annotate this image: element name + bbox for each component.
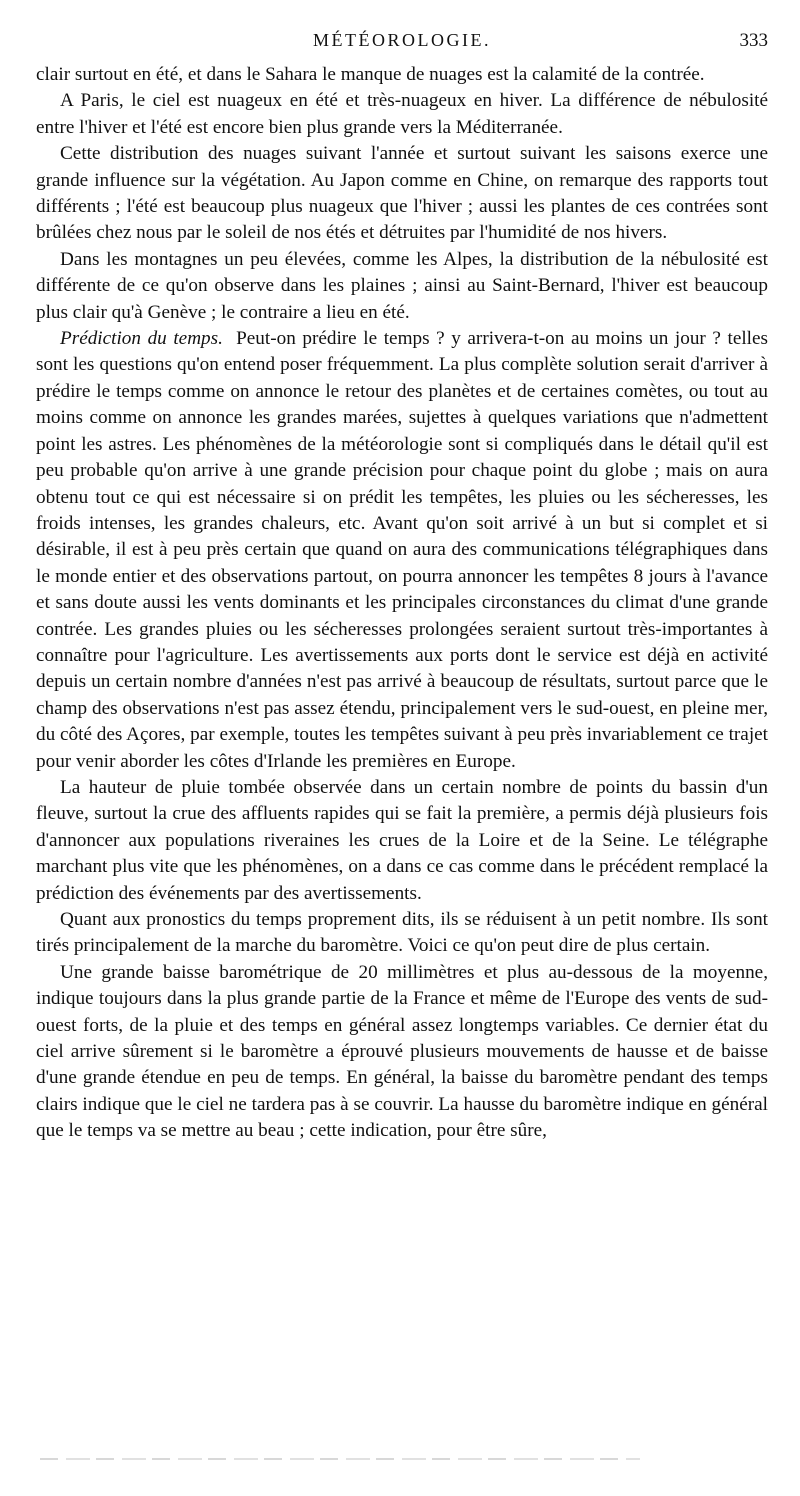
page-number: 333 (739, 30, 768, 51)
running-head (36, 30, 768, 56)
body-text (36, 62, 768, 1145)
running-title: MÉTÉOROLOGIE. (313, 30, 491, 50)
prediction-text: Peut-on prédire le temps ? y arrivera-t-on au moins un jour ? telles sont les questions qu'on entend poser fréquemment. La plus complète solution serait d'arriver à prédire le temps comme on annonce le retour des planètes et de certaines comètes, ou tout au moins comme on annonce les grandes marées, sujettes à quelques variations que n'admettent point les astres. Les phénomènes de la météorologie sont si compliqués dans le détail qu'il est peu probable qu'on arrive à une grande précision pour chaque point du globe ; mais on aura obtenu tout ce qui est nécessaire si on prédit les tempêtes, les pluies ou les sécheresses, les froids intenses, les grandes chaleurs, etc. Avant qu'on soit arrivé à un but si complet et si désirable, il est à peu près certain que quand on aura des communications télégraphiques dans le monde entier et des observations partout, on pourra annoncer les tempêtes 8 jours à l'avance et sans doute aussi les vents dominants et les principales circonstances du climat d'une grande contrée. Les grandes pluies ou les sécheresses prolongées seraient surtout très-importantes à connaître pour l'agriculture. Les avertissements aux ports dont le service est déjà en activité depuis un certain nombre d'années n'est pas arrivé à beaucoup de résultats, surtout parce que le champ des observations n'est pas assez étendu, principalement vers le sud-ouest, en pleine mer, du côté des Açores, par exemple, toutes les tempêtes suivant à peu près invariablement ce trajet pour venir aborder les côtes d'Irlande les premières en Europe. (36, 328, 768, 772)
paragraph-paris: A Paris, le ciel est nuageux en été et très-nuageux en hiver. La différence de nébulosité entre l'hiver et l'été est encore bien plus grande vers la Méditerranée. (36, 90, 768, 138)
paragraph-baisse-barometrique: Une grande baisse barométrique de 20 millimètres et plus au-dessous de la moyenne, indique toujours dans la plus grande partie de la France et même de l'Europe des vents de sud-ouest forts, de la pluie et des temps en général assez longtemps variables. Ce dernier état du ciel arrive sûrement si le baromètre a éprouvé plusieurs mouvements de hausse et de baisse d'une grande étendue en peu de temps. En général, la baisse du baromètre pendant des temps clairs indique que le ciel ne tardera pas à se couvrir. La hausse du baromètre indique en général que le temps va se mettre au beau ; cette indication, pour être sûre, (36, 961, 768, 1142)
bleed-through-line (40, 1458, 640, 1460)
paragraph-pronostics: Quant aux pronostics du temps proprement dits, ils se réduisent à un petit nombre. Ils sont tirés principalement de la marche du baromètre. Voici ce qu'on peut dire de plus certain. (36, 909, 768, 957)
paragraph-prediction (36, 326, 768, 775)
paragraph-hauteur-pluie: La hauteur de pluie tombée observée dans un certain nombre de points du bassin d'un fleuve, surtout la crue des affluents rapides qui se fait la première, a permis déjà plusieurs fois d'annoncer aux populations riveraines les crues de la Loire et de la Seine. Le télégraphe marchant plus vite que les phénomènes, on a dans ce cas comme dans le précédent remplacé la prédiction des événements par des avertissements. (36, 776, 768, 904)
paragraph-continued: clair surtout en été, et dans le Sahara le manque de nuages est la calamité de la contrée. (36, 64, 705, 85)
paragraph-montagnes: Dans les montagnes un peu élevées, comme les Alpes, la distribution de la nébulosité est différente de ce qu'on observe dans les plaines ; ainsi au Saint-Bernard, l'hiver est beaucoup plus clair qu'à Genève ; le contraire a lieu en été. (36, 248, 768, 323)
section-heading-prediction: Prédiction du temps. (60, 328, 223, 350)
paragraph-distribution: Cette distribution des nuages suivant l'année et surtout suivant les saisons exerce une grande influence sur la végétation. Au Japon comme en Chine, on remarque des rapports tout différents ; l'été est beaucoup plus nuageux que l'hiver ; aussi les plantes de ces contrées sont brûlées chez nous par le soleil de nos étés et détruites par l'humidité de nos hivers. (36, 143, 768, 244)
